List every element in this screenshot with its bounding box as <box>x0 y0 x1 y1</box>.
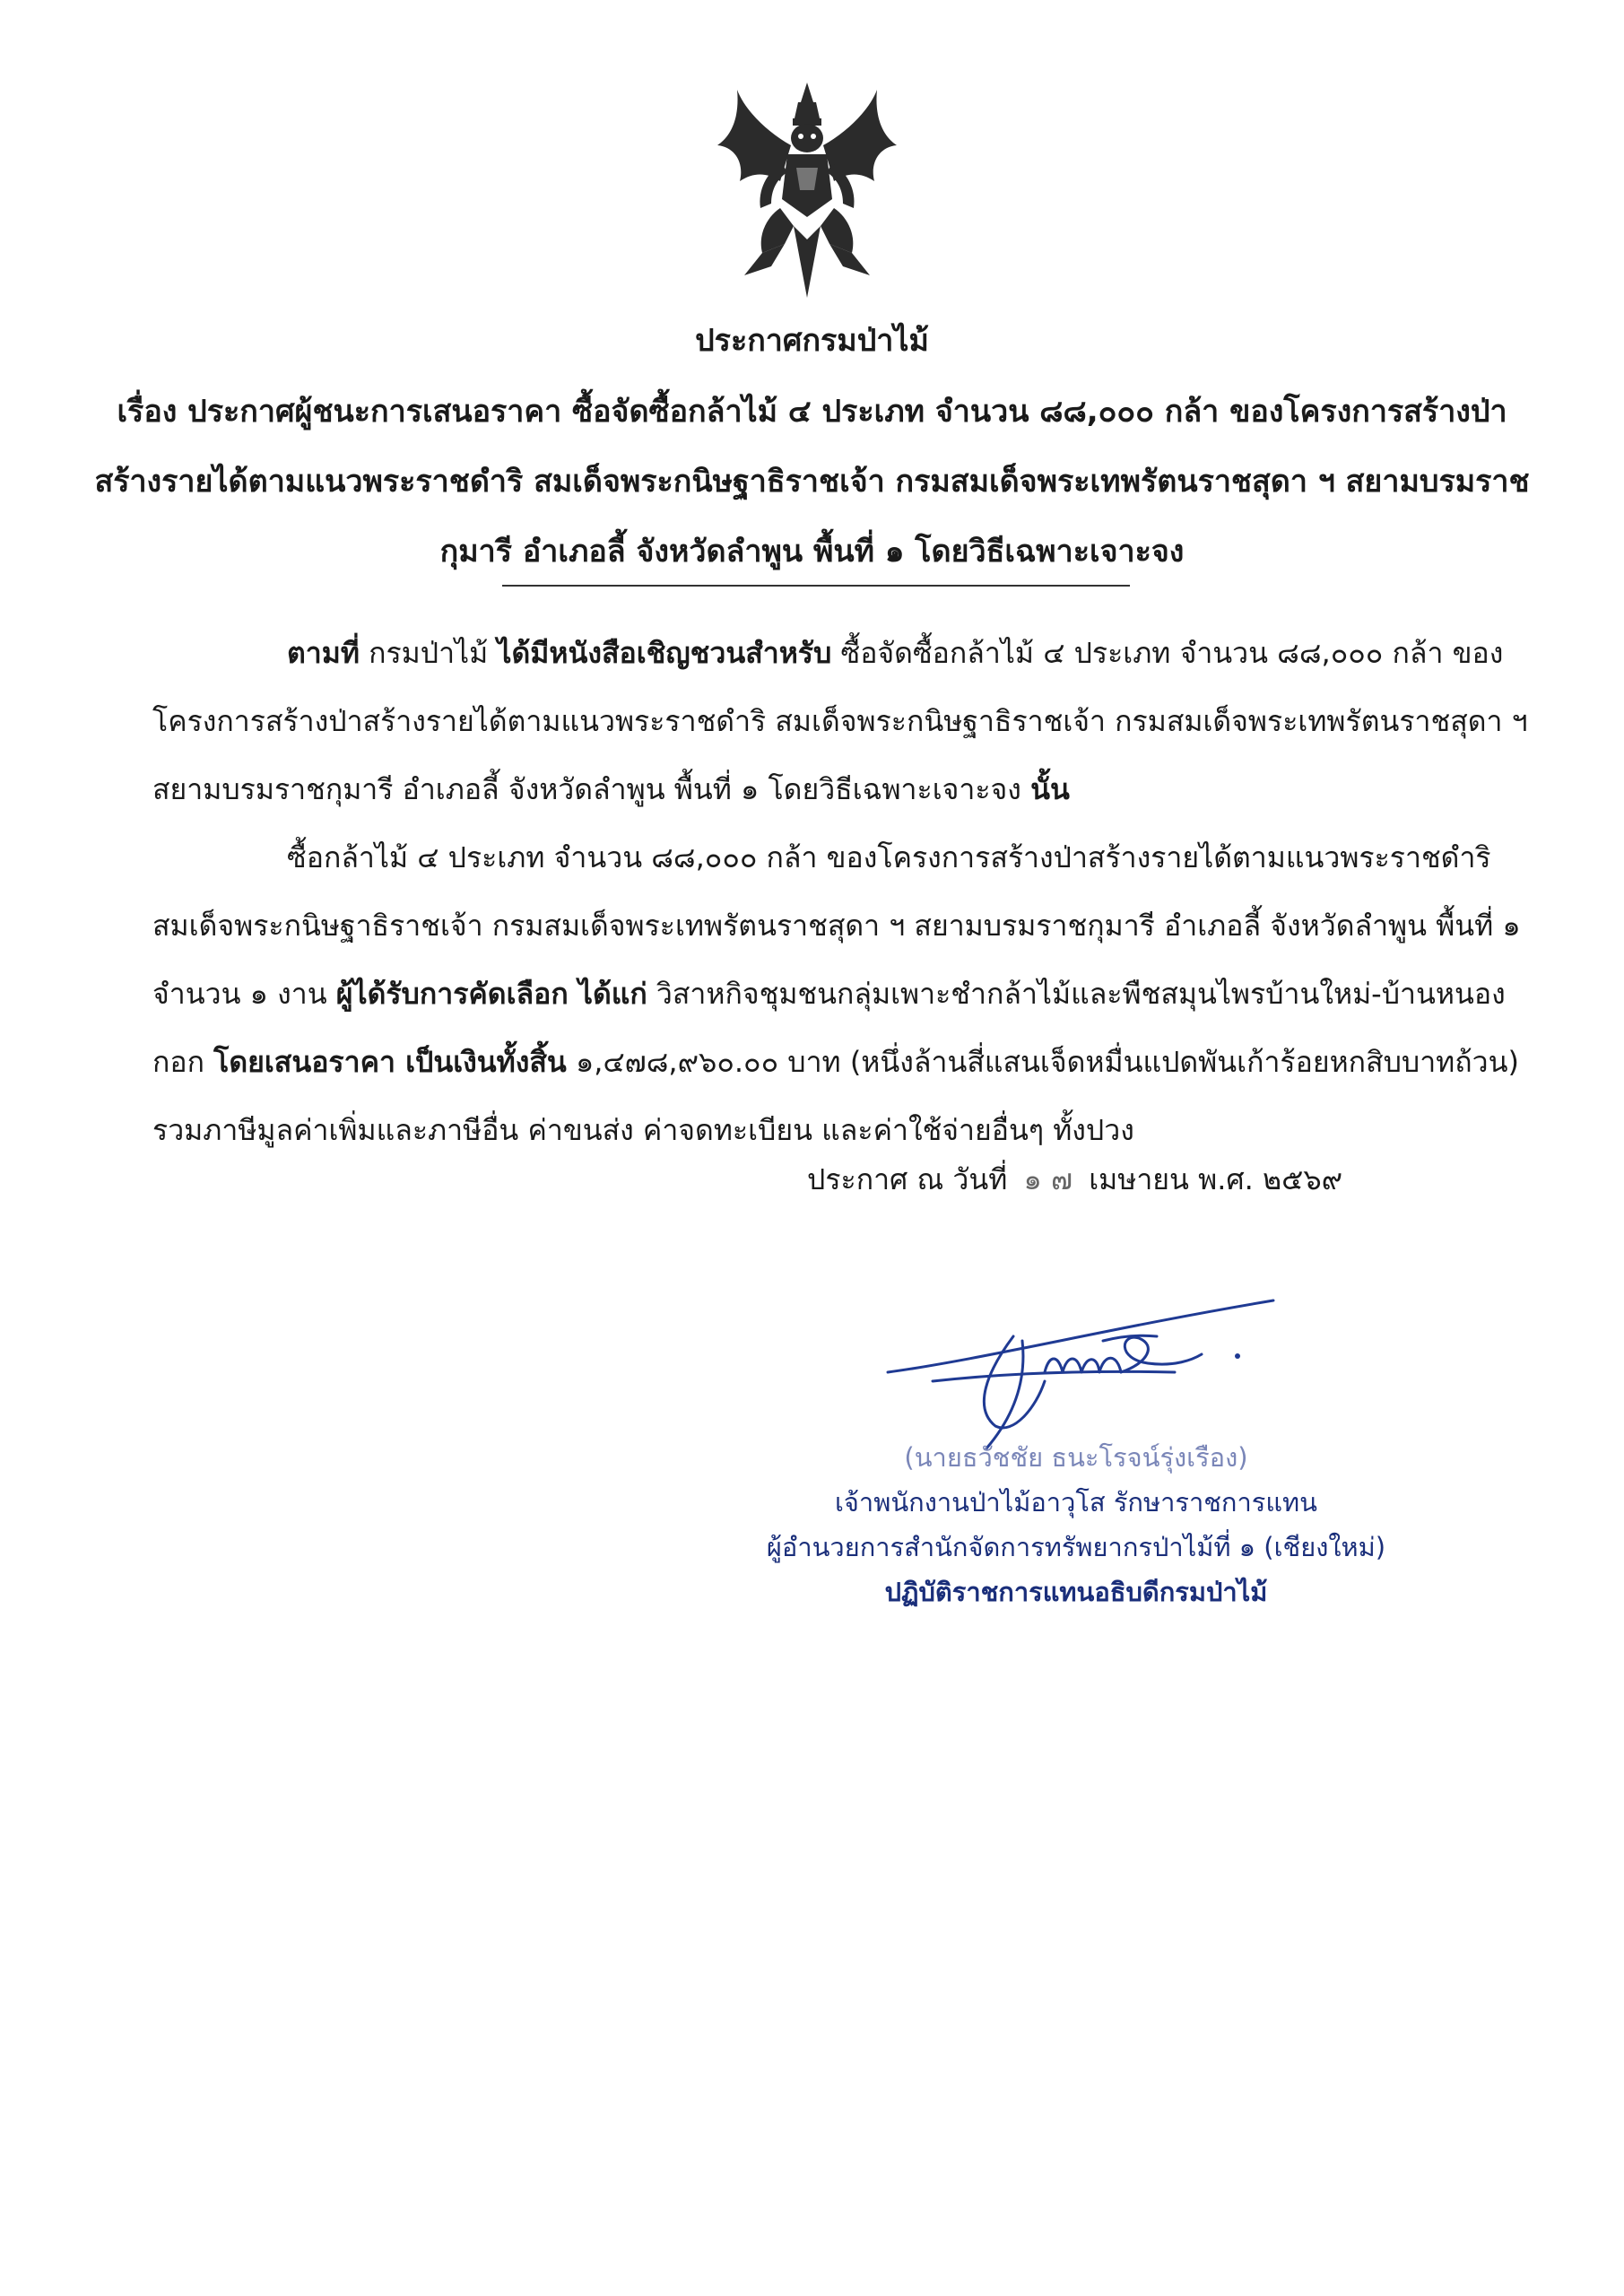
paragraph-line: กอก โดยเสนอราคา เป็นเงินทั้งสิ้น ๑,๔๗๘,๙๖๐.๐๐ บาท (หนึ่งล้านสี่แสนเจ็ดหมื่นแปดพันเก้าร้อยหกสิบบาทถ้วน) <box>152 1045 1519 1079</box>
signer-name: (นายธวัชชัย ธนะโรจน์รุ่งเรือง) <box>904 1442 1248 1473</box>
signer-block <box>753 1435 1399 1614</box>
date-prefix: ประกาศ ณ วันที่ <box>807 1162 1008 1196</box>
subject-line: เรื่อง ประกาศผู้ชนะการเสนอราคา ซื้อจัดซื้อกล้าไม้ ๔ ประเภท จำนวน ๘๘,๐๐๐ กล้า ของโครงการสร้างป่า <box>117 394 1507 430</box>
garuda-emblem-icon <box>717 83 897 298</box>
paragraph-line: จำนวน ๑ งาน ผู้ได้รับการคัดเลือก ได้แก่ วิสาหกิจชุมชนกลุ่มเพาะชำกล้าไม้และพืชสมุนไพรบ้านใหม่-บ้านหนอง <box>152 977 1506 1011</box>
paragraph-line: โครงการสร้างป่าสร้างรายได้ตามแนวพระราชดำริ สมเด็จพระกนิษฐาธิราชเจ้า กรมสมเด็จพระเทพรัตนราชสุดา ฯ <box>152 704 1528 738</box>
paragraph-1 <box>152 619 1528 823</box>
subject-line: กุมารี อำเภอลี้ จังหวัดลำพูน พื้นที่ ๑ โดยวิธีเฉพาะเจาะจง <box>439 534 1185 570</box>
signer-position: ปฏิบัติราชการแทนอธิบดีกรมป่าไม้ <box>884 1577 1268 1607</box>
divider <box>502 585 1130 587</box>
paragraph-line: ซื้อกล้าไม้ ๔ ประเภท จำนวน ๘๘,๐๐๐ กล้า ของโครงการสร้างป่าสร้างรายได้ตามแนวพระราชดำริ <box>287 840 1491 874</box>
date-rest: เมษายน พ.ศ. ๒๕๖๙ <box>1089 1162 1343 1196</box>
paragraph-line: สยามบรมราชกุมารี อำเภอลี้ จังหวัดลำพูน พื้นที่ ๑ โดยวิธีเฉพาะเจาะจง นั้น <box>152 772 1070 806</box>
document-subject <box>0 377 1624 587</box>
paragraph-line: สมเด็จพระกนิษฐาธิราชเจ้า กรมสมเด็จพระเทพรัตนราชสุดา ฯ สยามบรมราชกุมารี อำเภอลี้ จังหวัดลำพูน พื้นที่ ๑ <box>152 909 1521 943</box>
paragraph-line: ตามที่ กรมป่าไม้ ได้มีหนังสือเชิญชวนสำหรับ ซื้อจัดซื้อกล้าไม้ ๔ ประเภท จำนวน ๘๘,๐๐๐ กล้า ของ <box>287 636 1504 670</box>
handwritten-signature <box>879 1274 1291 1453</box>
announcement-date <box>807 1157 1342 1203</box>
subject-line: สร้างรายได้ตามแนวพระราชดำริ สมเด็จพระกนิษฐาธิราชเจ้า กรมสมเด็จพระเทพรัตนราชสุดา ฯ สยามบรมราช <box>94 464 1530 500</box>
paragraph-line: รวมภาษีมูลค่าเพิ่มและภาษีอื่น ค่าขนส่ง ค่าจดทะเบียน และค่าใช้จ่ายอื่นๆ ทั้งปวง <box>152 1113 1134 1147</box>
date-day: ๑ ๗ <box>1023 1162 1073 1196</box>
paragraph-2 <box>152 823 1521 1164</box>
signer-position: เจ้าพนักงานป่าไม้อาวุโส รักษาราชการแทน <box>835 1487 1317 1518</box>
signer-position: ผู้อำนวยการสำนักจัดการทรัพยากรป่าไม้ที่ ๑ (เชียงใหม่) <box>766 1532 1386 1562</box>
document-title: ประกาศกรมป่าไม้ <box>695 323 929 359</box>
